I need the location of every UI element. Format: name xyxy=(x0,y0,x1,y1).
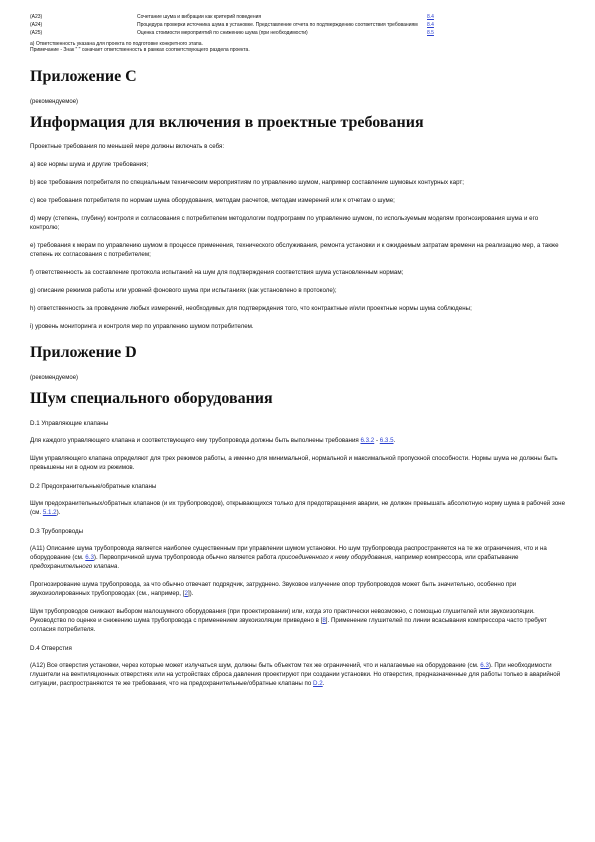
requirements-table xyxy=(30,14,565,38)
section-d2-title: D.2 Предохранительные/обратные клапаны xyxy=(30,483,157,490)
ref-link[interactable]: 5.1.2 xyxy=(42,509,57,516)
list-item: d) меру (степень, глубину) контроля и согласования с потребителем методологии подпрограмм по управлению шумом, по используемым моделям прогнозирования шума и его контролю; xyxy=(30,215,539,231)
row-ref-link[interactable]: 8.4 xyxy=(427,22,434,28)
appendix-c-status: (рекомендуемое) xyxy=(30,99,79,105)
ref-link[interactable]: 6.3 xyxy=(85,554,94,561)
row-code: (A24) xyxy=(30,22,43,28)
section-d4-title: D.4 Отверстия xyxy=(30,645,72,652)
paragraph: Шум трубопроводов снижают выбором малошумного оборудования (при проектировании) или, когда это практически невозможно, с помощью глушителей или звукоизоляции. Руководство по оценке и снижению шума трубопровода с применением звукоизоляции приведено в [8]. Применение глушителей по линии всасывания компрессора часто требует согласия потребителя. xyxy=(30,608,547,633)
row-text: Оценка стоимости мероприятий по снижению шума (при необходимости) xyxy=(137,30,308,36)
paragraph: (A11) Описание шума трубопровода является наиболее существенным при управлении шумом установки. Но шум трубопровода распространяется на те же ограничения, что и на оборудование (см. 6.3). Первопричиной шума трубопровода обычно является работа присоединенного к нему оборудования, например компрессора, или срабатывание предохранительного клапана. xyxy=(30,545,547,570)
table-note: Примечание - Знак " " означает ответственность в рамках соответствующего раздела проекта. xyxy=(30,47,250,53)
list-item: а) все нормы шума и другие требования; xyxy=(30,161,149,168)
table-row xyxy=(30,22,565,30)
section-d3-title: D.3 Трубопроводы xyxy=(30,528,84,535)
paragraph: Шум предохранительных/обратных клапанов (и их трубопроводов), открывающихся только для предотвращения аварии, не должен превышать абсолютную норму шума в рабочей зоне (см. 5.1.2). xyxy=(30,500,566,516)
row-code: (A23) xyxy=(30,14,43,20)
row-ref-link[interactable]: 8.4 xyxy=(427,14,434,20)
appendix-c-heading: Информация для включения в проектные требования xyxy=(30,114,424,131)
appendix-d-status: (рекомендуемое) xyxy=(30,375,79,381)
bib-link[interactable]: 2 xyxy=(184,590,188,597)
ref-link[interactable]: 6.3.5 xyxy=(379,437,394,444)
appendix-d-title: Приложение D xyxy=(30,344,137,361)
appendix-c-title: Приложение C xyxy=(30,68,137,85)
list-item: е) требования к мерам по управлению шумом в процессе применения, технического обслуживания, ремонта установки и к ожидаемым затратам времени на реализацию мер, а также степень их согласования с потребителем; xyxy=(30,242,559,258)
list-item: i) уровень мониторинга и контроля мер по управлению шумом потребителем. xyxy=(30,323,254,330)
list-item: h) ответственность за проведение любых измерений, необходимых для подтверждения того, что контрактные и/или проектные нормы шума соблюдены; xyxy=(30,305,472,312)
paragraph: Проектные требования по меньшей мере должны включать в себя: xyxy=(30,143,225,150)
list-item: f) ответственность за составление протокола испытаний на шум для подтверждения соответствия шума установленным нормам; xyxy=(30,269,404,276)
ref-link[interactable]: D.2 xyxy=(313,680,323,687)
paragraph: Для каждого управляющего клапана и соответствующего ему трубопровода должны быть выполнены требования 6.3.2 - 6.3.5. xyxy=(30,437,396,444)
list-item: b) все требования потребителя по специальным техническим мероприятиям по управлению шумом, например составление шумовых контурных карт; xyxy=(30,179,464,186)
row-text: Процедура проверки источника шума в установке. Представление отчета по подтверждению соответствия требованиям xyxy=(137,22,418,28)
table-footnote: a) Ответственность указана для проекта по подготовке конкретного этапа. xyxy=(30,41,203,47)
ref-link[interactable]: 6.3.2 xyxy=(360,437,375,444)
list-item: g) описание режимов работы или уровней фонового шума при испытаниях (как установлено в протоколе); xyxy=(30,287,337,294)
table-row xyxy=(30,14,565,22)
row-ref-link[interactable]: 8.5 xyxy=(427,30,434,36)
paragraph: (A12) Все отверстия установки, через которые может излучаться шум, должны быть объектом тех же ограничений, что и налагаемые на оборудование (см. 6.3). При необходимости глушители на вентиляционных отверстиях или на устройствах сброса давления проектируют при создании установки. Но отверстия, предназначенные для работы только в аварийной ситуации, распространяются те же требования, что на предохранительные/обратные клапаны по D.2. xyxy=(30,662,561,687)
table-row xyxy=(30,30,565,38)
paragraph: Прогнозирование шума трубопровода, за что обычно отвечает подрядчик, затруднено. Звуковое излучение опор трубопроводов может быть значительно, особенно при звукоизолированных трубопроводах (см., например, [2]). xyxy=(30,581,517,597)
document-page xyxy=(30,14,565,688)
paragraph: Шум управляющего клапана определяют для трех режимов работы, а именно для минимальной, нормальной и максимальной пропускной способности. Нормы шума не должны быть превышены ни в одном из режимов. xyxy=(30,455,558,471)
list-item: с) все требования потребителя по нормам шума оборудования, методам расчетов, методам измерений или к отчетам о шуме; xyxy=(30,197,395,204)
section-d1-title: D.1 Управляющие клапаны xyxy=(30,420,109,427)
row-code: (A25) xyxy=(30,30,43,36)
appendix-d-heading: Шум специального оборудования xyxy=(30,390,273,407)
bib-link[interactable]: 8 xyxy=(322,617,326,624)
row-text: Сочетание шума и вибрации как критерий поведения xyxy=(137,14,262,20)
ref-link[interactable]: 6.3 xyxy=(480,662,489,669)
